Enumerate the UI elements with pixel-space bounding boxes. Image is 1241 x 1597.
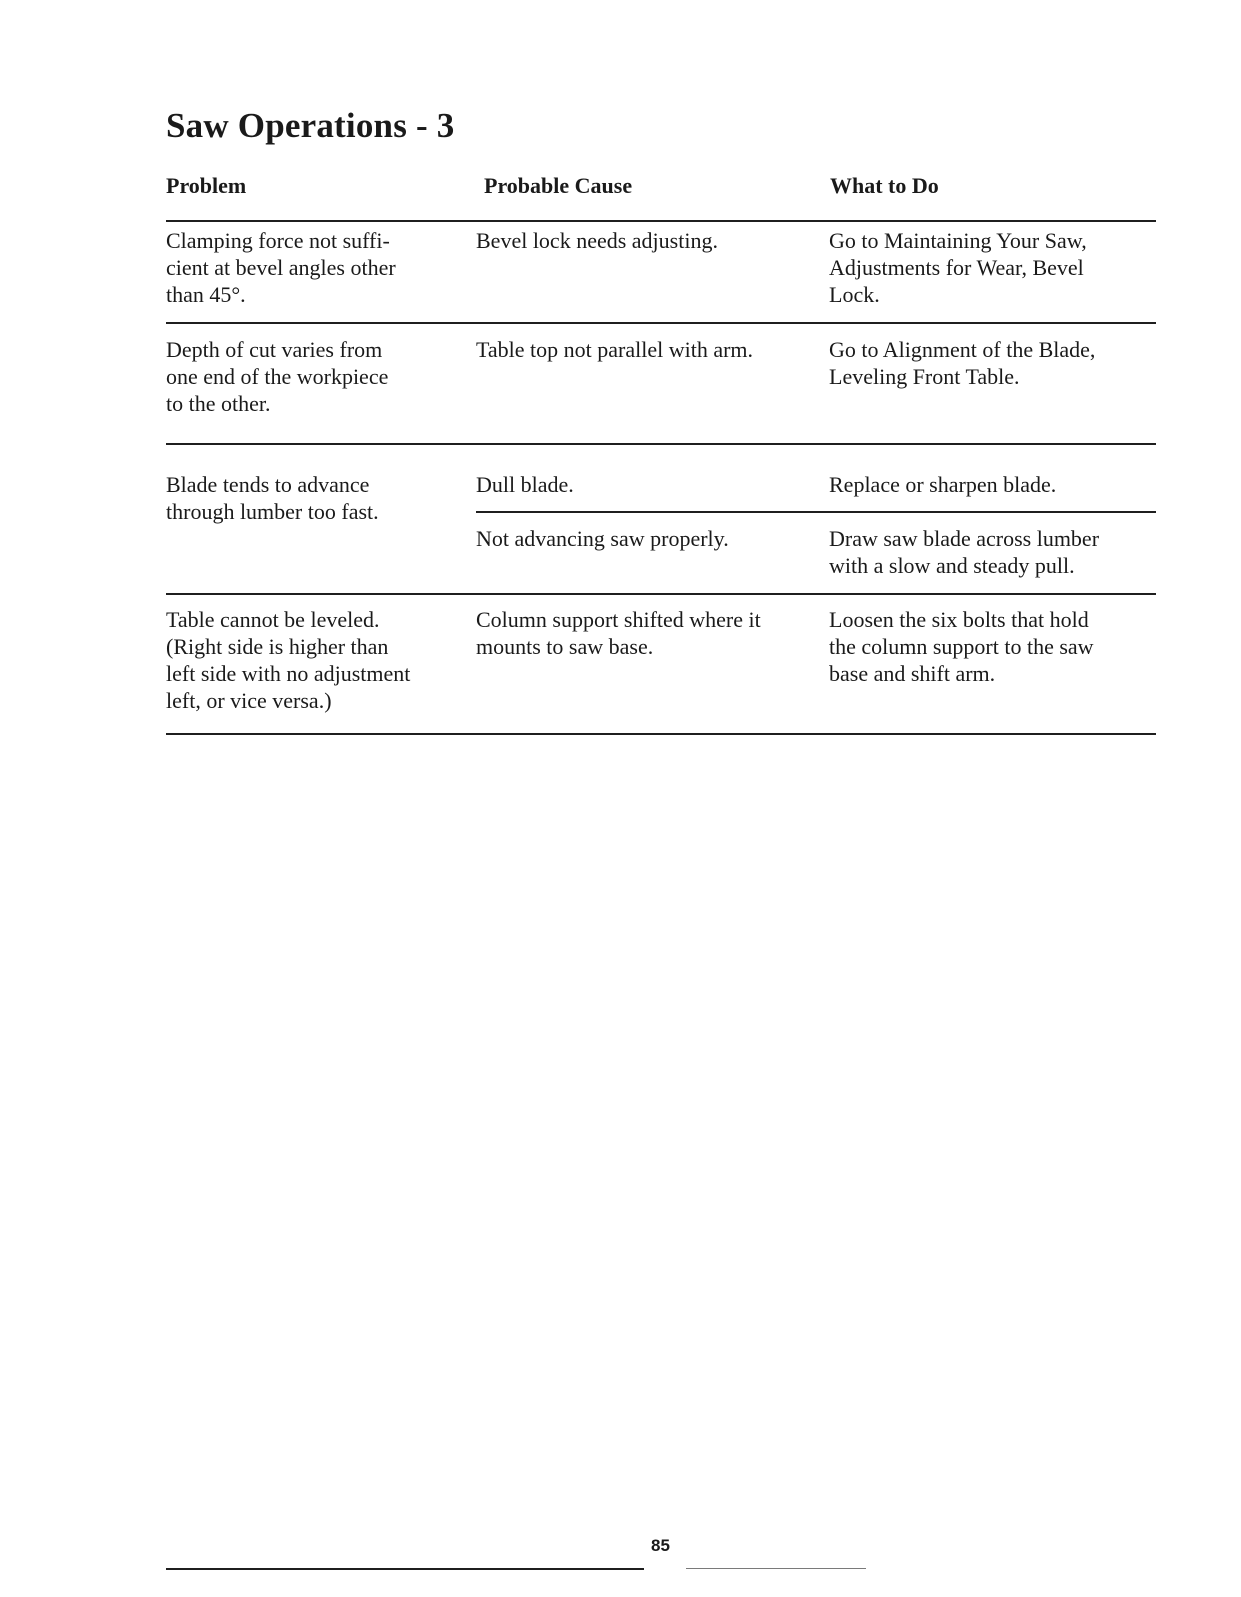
row-1-problem: Clamping force not suffi- cient at bevel angles other than 45°. bbox=[166, 228, 396, 307]
row-2-problem: Depth of cut varies from one end of the workpiece to the other. bbox=[166, 337, 389, 416]
footer-rule-right bbox=[686, 1568, 866, 1569]
row-divider bbox=[166, 443, 1156, 445]
row-2-cause: Table top not parallel with arm. bbox=[476, 337, 754, 362]
row-3a-cause: Dull blade. bbox=[476, 472, 574, 497]
row-1-what-to-do: Go to Maintaining Your Saw, Adjustments for Wear, Bevel Lock. bbox=[829, 228, 1087, 307]
header-problem: Problem bbox=[166, 173, 247, 198]
row-4-cause: Column support shifted where it mounts to saw base. bbox=[476, 607, 761, 659]
row-3-problem: Blade tends to advance through lumber too fast. bbox=[166, 472, 379, 524]
header-probable-cause: Probable Cause bbox=[484, 173, 633, 198]
page-title: Saw Operations - 3 bbox=[166, 106, 455, 145]
row-4-what-to-do: Loosen the six bolts that hold the column support to the saw base and shift arm. bbox=[829, 607, 1094, 686]
header-divider bbox=[166, 220, 1156, 222]
row-divider bbox=[166, 322, 1156, 324]
sub-row-divider bbox=[476, 511, 1156, 513]
row-divider bbox=[166, 593, 1156, 595]
table-bottom-rule bbox=[166, 733, 1156, 735]
row-3a-what-to-do: Replace or sharpen blade. bbox=[829, 472, 1057, 497]
header-what-to-do: What to Do bbox=[830, 173, 939, 198]
page-number: 85 bbox=[651, 1536, 670, 1555]
footer-rule-left bbox=[166, 1568, 644, 1570]
row-1-cause: Bevel lock needs adjusting. bbox=[476, 228, 718, 253]
row-4-problem: Table cannot be leveled. (Right side is higher than left side with no adjustment left, or vice versa.) bbox=[166, 607, 411, 713]
row-3b-cause: Not advancing saw properly. bbox=[476, 526, 729, 551]
row-3b-what-to-do: Draw saw blade across lumber with a slow and steady pull. bbox=[829, 526, 1100, 578]
row-2-what-to-do: Go to Alignment of the Blade, Leveling Front Table. bbox=[829, 337, 1096, 389]
